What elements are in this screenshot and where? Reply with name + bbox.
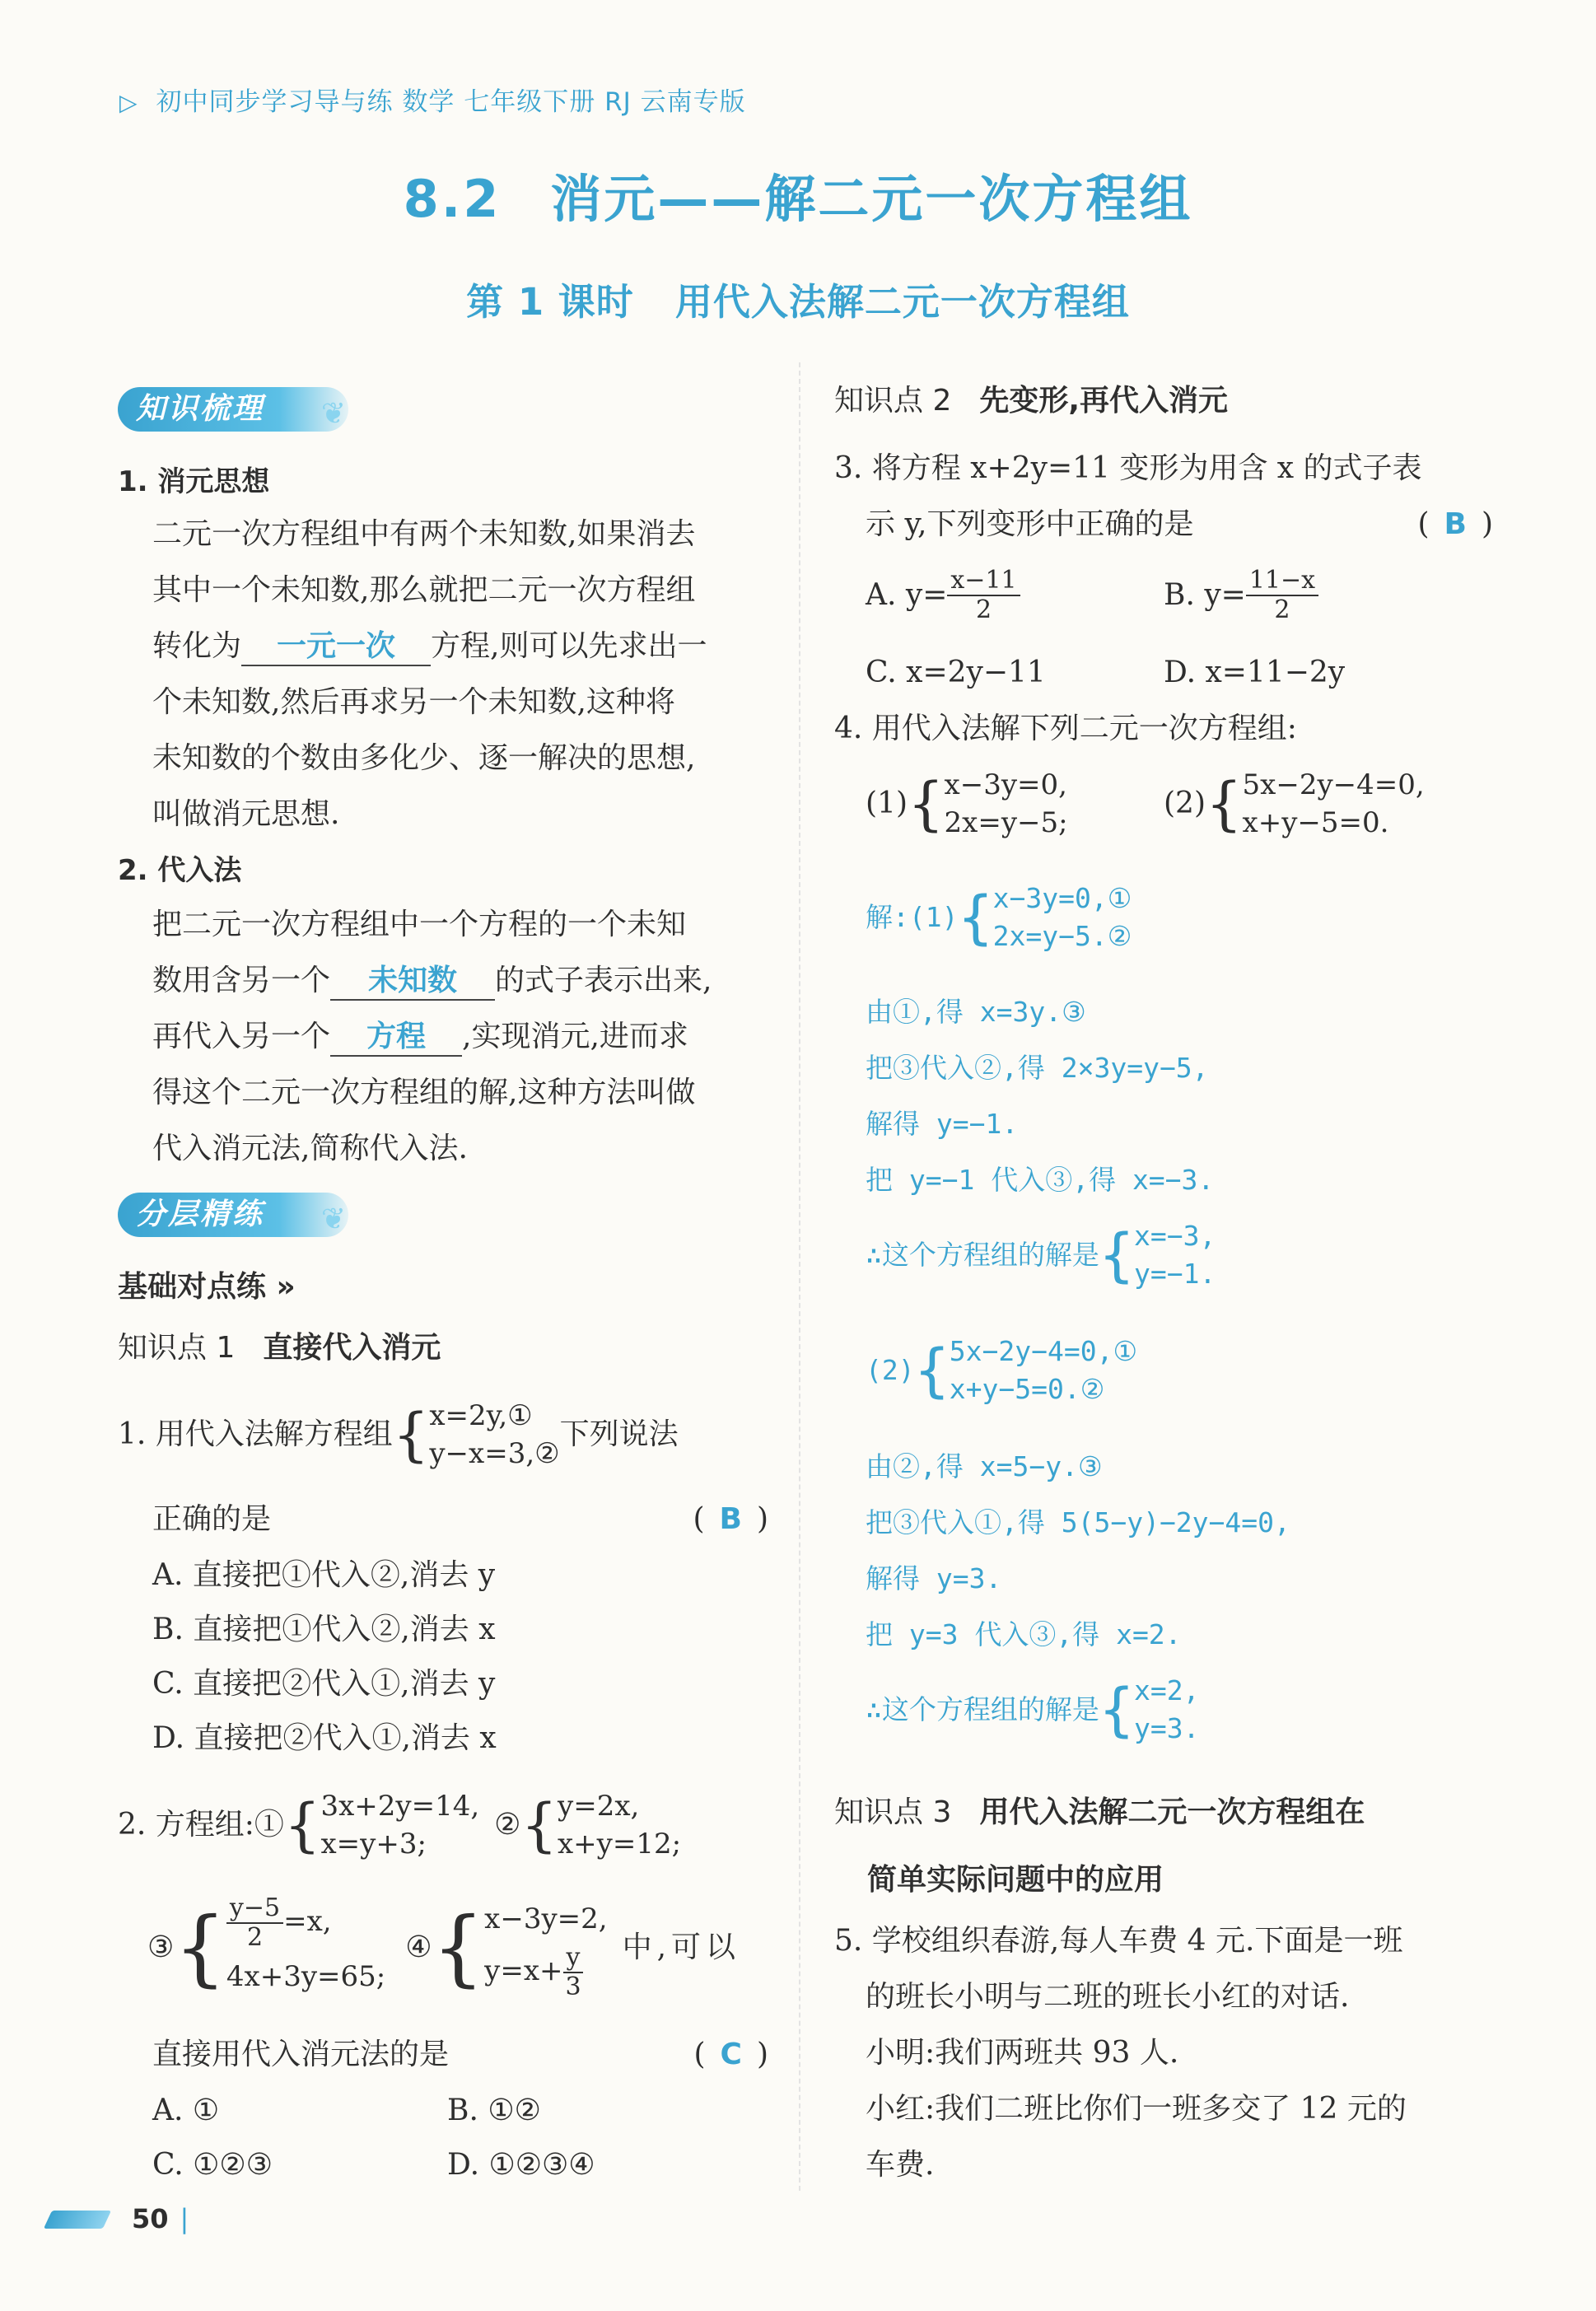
k2-line: 数用含另一个 未知数 的式子表示出来, [152,960,712,1001]
q2-line3: 直接用代入消元法的是 [152,2038,450,2071]
k2-line: 代入消元法,简称代入法. [152,1132,468,1165]
k1-line: 二元一次方程组中有两个未知数,如果消去 [152,517,696,551]
solution-conclusion: ∴这个方程组的解是{ x=−3, y=−1. [866,1220,1216,1290]
question-2: 2. 方程组:①{ 3x+2y=14, x=y+3; ②{ y=2x, x+y=12; [118,1790,682,1860]
lesson-title: 第 1 课时 用代入法解二元一次方程组 [466,280,1130,324]
answer-blank: 方程 [330,1019,462,1057]
question-3: 3. 将方程 x+2y=11 变形为用含 x 的式子表 [834,451,1422,485]
leaf-icon: ❦ [320,397,348,431]
q2-systems: ③{ $\frac{y-5}{2}$ =x, 4x+3y=65; ④{ x−3y=2, y=x+ $\frac{y}{3}$ 中,可以 [147,1893,741,2001]
q5-line: 小红:我们二班比你们一班多交了 12 元的 [866,2092,1407,2126]
q3-line2: 示 y,下列变形中正确的是 [866,507,1194,541]
page-number: 50 | [132,2203,189,2234]
q2-option: B. ①② [447,2094,541,2127]
q1-option: C. 直接把②代入①,消去 y [152,1667,496,1701]
knowledge-point-3: 知识点 3 用代入法解二元一次方程组在 [834,1795,1365,1829]
q1-option: B. 直接把①代入②,消去 x [152,1613,496,1646]
k1-heading: 1. 消元思想 [118,465,270,498]
q2-option: A. ① [152,2094,220,2127]
question-5: 5. 学校组织春游,每人车费 4 元.下面是一班 [834,1924,1403,1958]
k2-line: 得这个二元一次方程组的解,这种方法叫做 [152,1076,696,1109]
q3-option-d: D. x=11−2y [1164,656,1346,689]
q1-option: D. 直接把②代入①,消去 x [152,1721,497,1755]
k2-heading: 2. 代入法 [118,854,242,887]
q3-option-c: C. x=2y−11 [866,656,1046,689]
knowledge-point-3-cont: 简单实际问题中的应用 [867,1863,1164,1897]
solution-step: 解得 y=−1. [866,1108,1019,1140]
solution-step: 把③代入①,得 5(5−y)−2y−4=0, [866,1506,1290,1538]
solution-step: 把③代入②,得 2×3y=y−5, [866,1052,1209,1084]
knowledge-point-2: 知识点 2 先变形,再代入消元 [834,384,1229,418]
question-4: 4. 用代入法解下列二元一次方程组: [834,712,1297,745]
basic-practice-heading: 基础对点练 » [118,1270,296,1304]
q2-option: D. ①②③④ [447,2148,595,2182]
solution-step: 把 y=−1 代入③,得 x=−3. [866,1164,1215,1196]
column-divider [799,362,800,2191]
answer-blank: 一元一次 [241,628,431,666]
leaf-icon: ❦ [320,1202,348,1236]
k2-line: 再代入另一个 方程 ,实现消元,进而求 [152,1016,688,1057]
k1-line: 叫做消元思想. [152,797,340,831]
k1-line: 转化为 一元一次 方程,则可以先求出一 [152,626,707,667]
q2-answer: ( C ) [693,2038,768,2071]
triangle-icon: ▷ [119,89,138,116]
k1-line: 个未知数,然后再求另一个未知数,这种将 [152,685,675,719]
running-header: ▷ 初中同步学习导与练 数学 七年级下册 RJ 云南专版 [119,87,746,117]
q3-option-b: B. y= $\frac{11-x}{2}$ [1164,567,1318,624]
q2-option: C. ①②③ [152,2148,273,2182]
knowledge-tag: 知识梳理 ❦ [118,387,348,432]
q5-line: 小明:我们两班共 93 人. [866,2036,1179,2070]
solution-step: 由②,得 x=5−y.③ [866,1450,1103,1482]
q5-line: 车费. [866,2148,935,2182]
question-1: 1. 用代入法解方程组{ x=2y,① y−x=3,② 下列说法 [118,1399,679,1470]
section-title: 8.2 消元——解二元一次方程组 [403,169,1193,229]
page-bar [44,2211,111,2229]
q1-option: A. 直接把①代入②,消去 y [152,1558,496,1592]
k1-line: 未知数的个数由多化少、逐一解决的思想, [152,741,696,775]
solution-step: 解得 y=3. [866,1562,1002,1594]
solution-2-system: (2){ 5x−2y−4=0,① x+y−5=0.② [866,1335,1138,1405]
solution-1-system: 解:(1){ x−3y=0,① 2x=y−5.② [866,882,1132,952]
k1-line: 其中一个未知数,那么就把二元一次方程组 [152,573,696,607]
q4-systems-2: (2){ 5x−2y−4=0, x+y−5=0. [1164,768,1425,839]
q3-answer: ( B ) [1417,507,1493,541]
solution-conclusion: ∴这个方程组的解是{ x=2, y=3. [866,1674,1200,1744]
q1-line2: 正确的是 [152,1502,272,1536]
q3-option-a: A. y= $\frac{x-11}{2}$ [866,567,1020,624]
solution-step: 由①,得 x=3y.③ [866,996,1086,1028]
q4-systems: (1){ x−3y=0, 2x=y−5; [866,768,1068,839]
answer-blank: 未知数 [330,963,495,1001]
k2-line: 把二元一次方程组中一个方程的一个未知 [152,908,687,941]
solution-step: 把 y=3 代入③,得 x=2. [866,1618,1182,1650]
practice-tag: 分层精练 ❦ [118,1193,348,1237]
knowledge-point-1: 知识点 1 直接代入消元 [118,1331,441,1365]
q5-line: 的班长小明与二班的班长小红的对话. [866,1980,1350,2014]
q1-answer: ( B ) [693,1502,768,1536]
